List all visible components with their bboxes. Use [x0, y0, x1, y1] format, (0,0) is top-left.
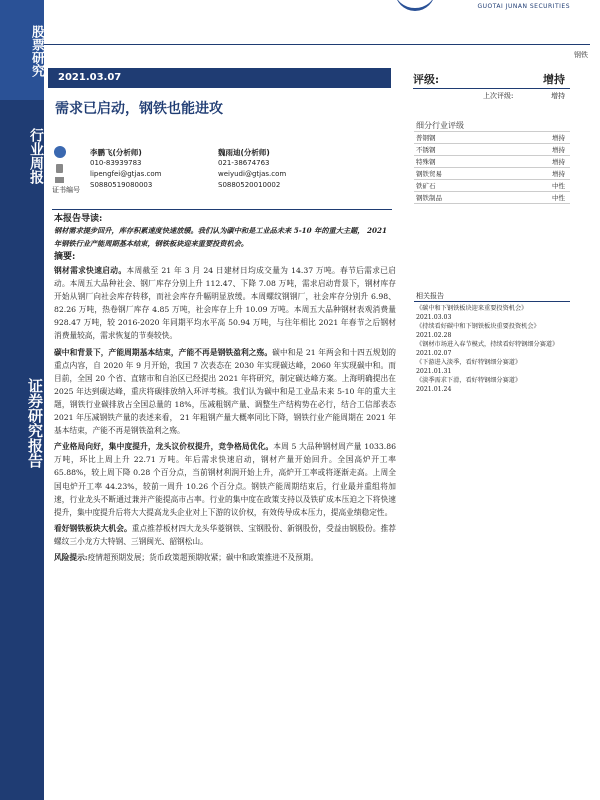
analyst-name: 魏雨迪(分析师) [218, 148, 270, 157]
analyst-phone: 021-38674763 [218, 159, 270, 167]
paragraph-body: 疫情超预期发展；货币政策超预期收紧；碳中和政策推进不及预期。 [87, 552, 319, 562]
mail-icon [55, 177, 64, 183]
rating-label: 评级: [413, 73, 440, 86]
sub-industry-name: 特殊钢 [414, 156, 508, 168]
rating-box [413, 71, 570, 100]
sub-industry-name: 钢铁制品 [414, 192, 508, 204]
related-report-title[interactable]: 《钢材市场进入春节模式，持续看好特钢细分赛道》 [416, 341, 559, 348]
related-report-title[interactable]: 《持续看好碳中和下钢铁板块重要投资机会》 [416, 323, 540, 330]
related-report-title[interactable]: 《下游进入淡季，看好特钢细分赛道》 [416, 359, 522, 366]
analyst-icon [54, 146, 66, 158]
summary-paragraph [54, 522, 396, 548]
related-report-date: 2021.03.03 [416, 314, 452, 321]
paragraph-lead: 碳中和背景下，产能周期基本结束，产能不再是钢铁盈利之殇。 [54, 347, 273, 357]
related-report-item[interactable] [416, 358, 571, 376]
paragraph-body: 重点推荐板材四大龙头华菱钢铁、宝钢股份、新钢股份，受益由钢股份。推荐螺纹三小龙方大特钢、三钢闽光、韶钢松山。 [54, 523, 396, 546]
analyst-email[interactable]: lipengfei@gtjas.com [90, 170, 162, 178]
sub-industry-rating: 中性 [508, 192, 570, 204]
sub-industry-rating: 增持 [508, 144, 570, 156]
paragraph-lead: 钢材需求快速启动。 [54, 266, 127, 275]
related-report-item[interactable] [416, 304, 571, 322]
sub-industry-row [414, 168, 570, 180]
sidebar-mid-label: 行业周报 [28, 128, 44, 184]
sub-industry-name: 不锈钢 [414, 144, 508, 156]
sidebar [0, 0, 44, 800]
related-report-item[interactable] [416, 376, 571, 394]
related-report-date: 2021.01.24 [416, 386, 452, 393]
brand-logo-icon [395, 0, 435, 11]
sub-industry-name: 铁矿石 [414, 180, 508, 192]
paragraph-body: 碳中和是 21 年两会和十四五规划的重点内容，自 2020 年 9 月开始，我国 7 次表态在 2030 年实现碳达峰，2060 年实现碳中和。而目前，全国 20 个省、直辖市和自治区已经提出 2021 年将研究，制定碳达峰方案。上海明确提出在 2025 年达到碳达峰，重庆将碳排放纳入环评考核。我们认为碳中和是工业品未来 5-10 年的重大主题，钢铁行业碳排放占全国总量的 18%，压减粗钢产量、调整生产结构势在必行，结合工信部表态 2021 年压减钢铁产量的表述来看， 21 年粗钢产量大概率同比下降，钢铁行业产能周期在 2021 年基本结束，产能不再是钢铁盈利之殇。 [54, 347, 396, 436]
related-report-date: 2021.02.28 [416, 332, 452, 339]
sub-industry-title: 细分行业评级 [416, 121, 464, 130]
summary-paragraph [54, 264, 396, 343]
analyst-block [52, 142, 397, 204]
summary-paragraph [54, 440, 396, 519]
prev-rating-label: 上次评级: [483, 92, 514, 100]
guide-text: 钢材需求提步回升，库存积累速度快速放缓。我们认为碳中和是工业品未来 5-10 年的重大主题， 2021 年钢铁行业产能周期基本结束，钢铁板块迎来重要投资机会。 [54, 226, 388, 248]
rating-value: 增持 [543, 73, 565, 86]
brand-name: GUOTAI JUNAN SECURITIES [477, 3, 570, 10]
report-date: 2021.03.07 [48, 68, 391, 88]
related-title: 相关报告 [416, 292, 444, 300]
prev-rating-value: 增持 [551, 92, 565, 100]
rating-divider [413, 88, 570, 89]
paragraph-body: 本周 5 大品种钢材周产量 1033.86 万吨，环比上周上升 22.71 万吨。年后需求快速启动，钢材产量开始回升。全国高炉开工率 65.88%，较上周下降 0.28 个百分点，当前钢材利润开始上升，高炉开工率或将逐渐走高。上周全国电炉开工率 44.23%，较前一周升 10.26 个百分点。钢铁产能周期结束后，行业最并重组将加速，行业龙头不断通过兼并产能提高市占率。行业的集中度在政策支持以及铁矿成本压迫之下将快速提升，集中度提升后将大大提高龙头企业对上下游的议价权，有效传导成本压力，提高业绩稳定性。 [54, 442, 396, 517]
analyst-cert: S0880520010002 [218, 181, 281, 189]
related-report-date: 2021.02.07 [416, 350, 452, 357]
sub-industry-rating: 增持 [508, 168, 570, 180]
sub-industry-rating: 增持 [508, 132, 570, 144]
paragraph-lead: 产业格局向好，集中度提升，龙头议价权提升，竞争格局优化。 [54, 442, 274, 452]
sidebar-bottom-label: 证券研究报告 [26, 378, 44, 468]
paragraph-body: 本周截至 21 年 3 月 24 日建材日均成交量为 14.37 万吨。春节后需求已启动。本周五大品种社会、钢厂库存分别上升 112.47、下降 7.08 万吨，需求启动背景下，钢材库存开始从钢厂向社会库存转移，而社会库存升幅明显放缓。本周螺纹钢钢厂，社会库存分别升 6.98、82.26 万吨，热卷钢厂库存 4.85 万吨，社会库存上升 10.09 万吨。本周五大品种钢材表观消费量 928.47 万吨，较 2016-2020 年同期平均水平高 50.94 万吨，与往年相比 2021 年春节之后钢材消费量较高，需求恢复的节奏较快。 [54, 266, 396, 341]
analyst-email[interactable]: weiyudi@gtjas.com [218, 170, 287, 178]
related-report-title[interactable]: 《淡季需求下滑，看好特钢细分赛道》 [416, 377, 522, 384]
paragraph-lead: 风险提示: [54, 552, 88, 562]
cert-label: 证书编号 [52, 186, 80, 194]
summary-paragraph [54, 551, 396, 564]
sub-industry-table [414, 131, 570, 204]
sub-industry-row [414, 180, 570, 192]
sub-industry-name: 钢铁贸易 [414, 168, 508, 180]
analyst-name: 李鹏飞(分析师) [90, 148, 142, 157]
sub-industry-name: 普钢钢 [414, 132, 508, 144]
sidebar-top-label: 股票研究 [0, 0, 44, 100]
guide-divider [52, 209, 392, 210]
section-tag: 钢铁 [574, 51, 588, 59]
sub-industry-row [414, 156, 570, 168]
related-divider [414, 301, 570, 302]
sub-industry-rating: 增持 [508, 156, 570, 168]
related-report-title[interactable]: 《碳中和下钢铁板块迎来重要投资机会》 [416, 305, 528, 312]
related-report-item[interactable] [416, 340, 571, 358]
summary-title: 摘要: [54, 252, 76, 262]
paragraph-lead: 看好钢铁板块大机会。 [54, 523, 132, 533]
sub-industry-row [414, 132, 570, 144]
summary-paragraph [54, 346, 396, 438]
analyst-cert: S0880519080003 [90, 181, 153, 189]
sub-industry-row [414, 144, 570, 156]
related-report-item[interactable] [416, 322, 571, 340]
report-title: 需求已启动，钢铁也能进攻 [55, 101, 223, 117]
analyst-phone: 010-83939783 [90, 159, 142, 167]
guide-title: 本报告导读: [54, 214, 103, 224]
header-divider [44, 44, 590, 45]
phone-icon [56, 164, 63, 173]
sub-industry-row [414, 192, 570, 204]
sub-industry-rating: 中性 [508, 180, 570, 192]
related-list [416, 304, 571, 394]
related-report-date: 2021.01.31 [416, 368, 452, 375]
summary-body [54, 264, 396, 567]
